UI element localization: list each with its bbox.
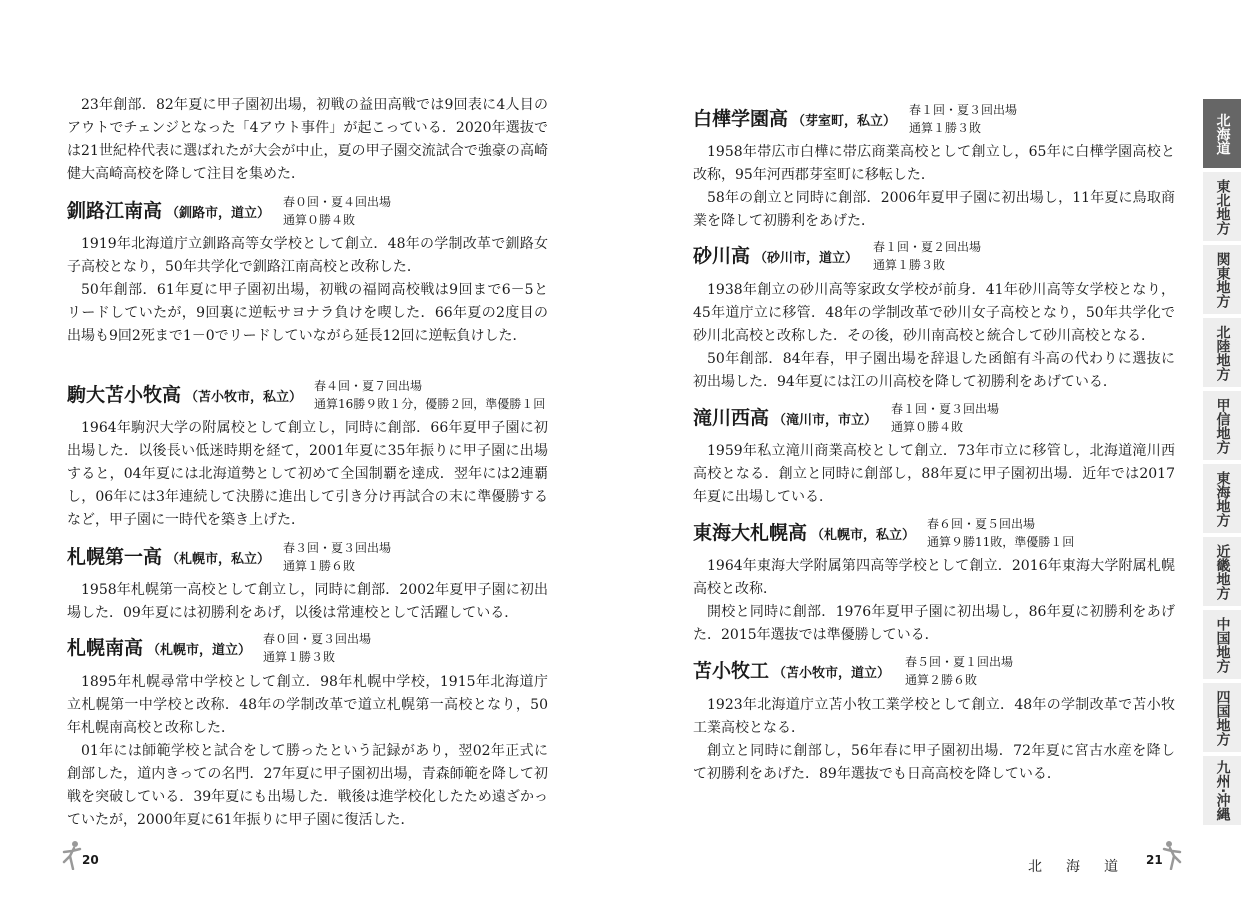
school-paragraph: 1919年北海道庁立釧路高等女学校として創立．48年の学制改革で釧路女子高校となり，50年共学化で釧路江南高校と改称した． xyxy=(67,236,548,275)
school-location: （苫小牧市，道立） xyxy=(773,666,891,681)
appearance-record: 春１回・夏２回出場 xyxy=(873,240,982,254)
tab-kyushu-okinawa[interactable]: 九州·沖縄 xyxy=(1203,756,1241,827)
school-name: 札幌第一高 xyxy=(67,546,163,568)
school-paragraph: 1958年札幌第一高校として創立し，同時に創部．2002年夏甲子園に初出場した．09年夏には初勝利をあげ，以後は常連校として活躍している． xyxy=(67,582,548,621)
school-entry-kushiro-konan xyxy=(67,193,548,231)
school-location: （札幌市，私立） xyxy=(166,552,271,567)
appearance-record: 春６回・夏５回出場 xyxy=(927,517,1036,531)
school-location: （苫小牧市，私立） xyxy=(185,390,303,405)
section-title: 北海道 xyxy=(1028,859,1142,875)
win-loss-record: 通算０勝４敗 xyxy=(891,420,964,434)
school-entry-komadai-tomakomai xyxy=(67,377,548,415)
school-name: 苫小牧工 xyxy=(693,660,770,682)
school-name: 札幌南高 xyxy=(67,637,144,659)
tab-chugoku[interactable]: 中国地方 xyxy=(1203,610,1241,681)
school-paragraph: 1959年私立滝川商業高校として創立．73年市立に移管し，北海道滝川西高校となる．創立と同時に創部し，88年夏に甲子園初出場．近年では2017年夏に出場している． xyxy=(693,443,1175,505)
tab-hokuriku[interactable]: 北陸地方 xyxy=(1203,318,1241,389)
school-paragraph: 1964年東海大学附属第四高等学校として創立．2016年東海大学附属札幌高校と改称． xyxy=(693,558,1175,597)
school-paragraph: 1958年帯広市白樺に帯広商業高校として創立し，65年に白樺学園高校と改称，95年河西郡芽室町に移転した． xyxy=(693,144,1175,183)
school-paragraph: 1964年駒沢大学の附属校として創立し，同時に創部．66年夏甲子園に初出場した．以後長い低迷時期を経て，2001年夏に35年振りに甲子園に出場すると，04年夏には北海道勢として初めて全国制覇を達成．翌年には2連覇し，06年には3年連続して決勝に進出して引き分け再試合の末に準優勝するなど，甲子園に一時代を築き上げた． xyxy=(67,420,548,528)
tab-tokai[interactable]: 東海地方 xyxy=(1203,464,1241,535)
page-number-right: 21 xyxy=(1146,853,1163,867)
tab-shikoku[interactable]: 四国地方 xyxy=(1203,683,1241,754)
school-paragraph: 1923年北海道庁立苫小牧工業学校として創立．48年の学制改革で苫小牧工業高校となる． xyxy=(693,697,1175,736)
win-loss-record: 通算１勝３敗 xyxy=(909,121,982,135)
school-location: （芽室町，私立） xyxy=(792,114,897,129)
school-paragraph: 開校と同時に創部．1976年夏甲子園に初出場し，86年夏に初勝利をあげた．2015年選抜では準優勝している． xyxy=(693,604,1175,643)
tab-koshin[interactable]: 甲信地方 xyxy=(1203,391,1241,462)
appearance-record: 春５回・夏１回出場 xyxy=(905,655,1014,669)
win-loss-record: 通算２勝６敗 xyxy=(905,673,978,687)
school-entry-sunagawa xyxy=(693,238,1175,276)
school-name: 駒大苫小牧高 xyxy=(67,384,182,406)
intro-paragraph: 23年創部．82年夏に甲子園初出場，初戦の益田高戦では9回表に4人目のアウトでチェンジとなった「4アウト事件」が起こっている．2020年選抜では21世紀枠代表に選ばれたが大会が中止，夏の甲子園交流試合で強豪の高崎健大高崎高校を降して注目を集めた． xyxy=(67,97,548,182)
school-location: （札幌市，私立） xyxy=(811,528,916,543)
school-entry-sapporo-daiichi xyxy=(67,539,548,577)
school-name: 白樺学園高 xyxy=(693,108,789,130)
school-entry-shirakaba-gakuen xyxy=(693,101,1175,139)
school-name: 砂川高 xyxy=(693,245,751,267)
appearance-record: 春１回・夏３回出場 xyxy=(909,103,1018,117)
tab-kinki[interactable]: 近畿地方 xyxy=(1203,537,1241,608)
appearance-record: 春４回・夏７回出場 xyxy=(314,379,423,393)
school-paragraph: 1895年札幌尋常中学校として創立．98年札幌中学校，1915年北海道庁立札幌第一中学校と改称．48年の学制改革で道立札幌第一高校となり，50年札幌南高校と改称した． xyxy=(67,674,548,736)
school-paragraph: 58年の創立と同時に創部．2006年夏甲子園に初出場し，11年夏に鳥取商業を降して初勝利をあげた． xyxy=(693,190,1175,229)
school-paragraph: 50年創部．84年春，甲子園出場を辞退した函館有斗高の代わりに選抜に初出場した．94年夏には江の川高校を降して初勝利をあげている． xyxy=(693,351,1175,390)
school-location: （砂川市，道立） xyxy=(754,251,859,266)
win-loss-record: 通算９勝11敗，準優勝１回 xyxy=(927,535,1075,549)
baseball-player-icon xyxy=(1162,840,1184,870)
win-loss-record: 通算16勝９敗１分，優勝２回，準優勝１回 xyxy=(314,397,546,411)
win-loss-record: 通算０勝４敗 xyxy=(283,213,356,227)
school-location: （滝川市，市立） xyxy=(773,413,878,428)
school-entry-sapporo-minami xyxy=(67,630,548,668)
school-entry-takikawa-nishi xyxy=(693,400,1175,438)
appearance-record: 春０回・夏３回出場 xyxy=(263,632,372,646)
appearance-record: 春１回・夏３回出場 xyxy=(891,402,1000,416)
school-location: （釧路市，道立） xyxy=(166,206,271,221)
school-paragraph: 1938年創立の砂川高等家政女学校が前身．41年砂川高等女学校となり，45年道庁立に移管．48年の学制改革で砂川女子高校となり，50年共学化で砂川北高校と改称した．その後，砂川南高校と統合して砂川高校となる． xyxy=(693,282,1175,344)
school-paragraph: 創立と同時に創部し，56年春に甲子園初出場．72年夏に宮古水産を降して初勝利をあげた．89年選抜でも日高高校を降している． xyxy=(693,743,1175,782)
school-paragraph: 50年創部．61年夏に甲子園初出場，初戦の福岡高校戦は9回まで6－5とリードしていたが，9回裏に逆転サヨナラ負けを喫した．66年夏の2度目の出場も9回2死まで1－0でリードしていながら延長12回に逆転負けした． xyxy=(67,282,548,344)
win-loss-record: 通算１勝６敗 xyxy=(283,559,356,573)
appearance-record: 春３回・夏３回出場 xyxy=(283,541,392,555)
tab-kanto[interactable]: 関東地方 xyxy=(1203,245,1241,316)
tab-hokkaido[interactable]: 北海道 xyxy=(1203,99,1241,170)
baseball-player-icon xyxy=(60,840,82,870)
school-entry-tomakomai-ko xyxy=(693,653,1175,691)
appearance-record: 春０回・夏４回出場 xyxy=(283,195,392,209)
win-loss-record: 通算１勝３敗 xyxy=(873,258,946,272)
school-name: 釧路江南高 xyxy=(67,200,163,222)
school-name: 滝川西高 xyxy=(693,407,770,429)
page-number-left: 20 xyxy=(82,853,99,867)
school-entry-tokai-sapporo xyxy=(693,515,1175,553)
school-location: （札幌市，道立） xyxy=(147,643,252,658)
school-paragraph: 01年には師範学校と試合をして勝ったという記録があり，翌02年正式に創部した，道内きっての名門．27年夏に甲子園初出場，青森師範を降して初戦を突破している．39年夏にも出場した．戦後は進学校化したため遠ざかっていたが，2000年夏に61年振りに甲子園に復活した． xyxy=(67,743,548,828)
school-name: 東海大札幌高 xyxy=(693,522,808,544)
win-loss-record: 通算１勝３敗 xyxy=(263,650,336,664)
tab-tohoku[interactable]: 東北地方 xyxy=(1203,172,1241,243)
